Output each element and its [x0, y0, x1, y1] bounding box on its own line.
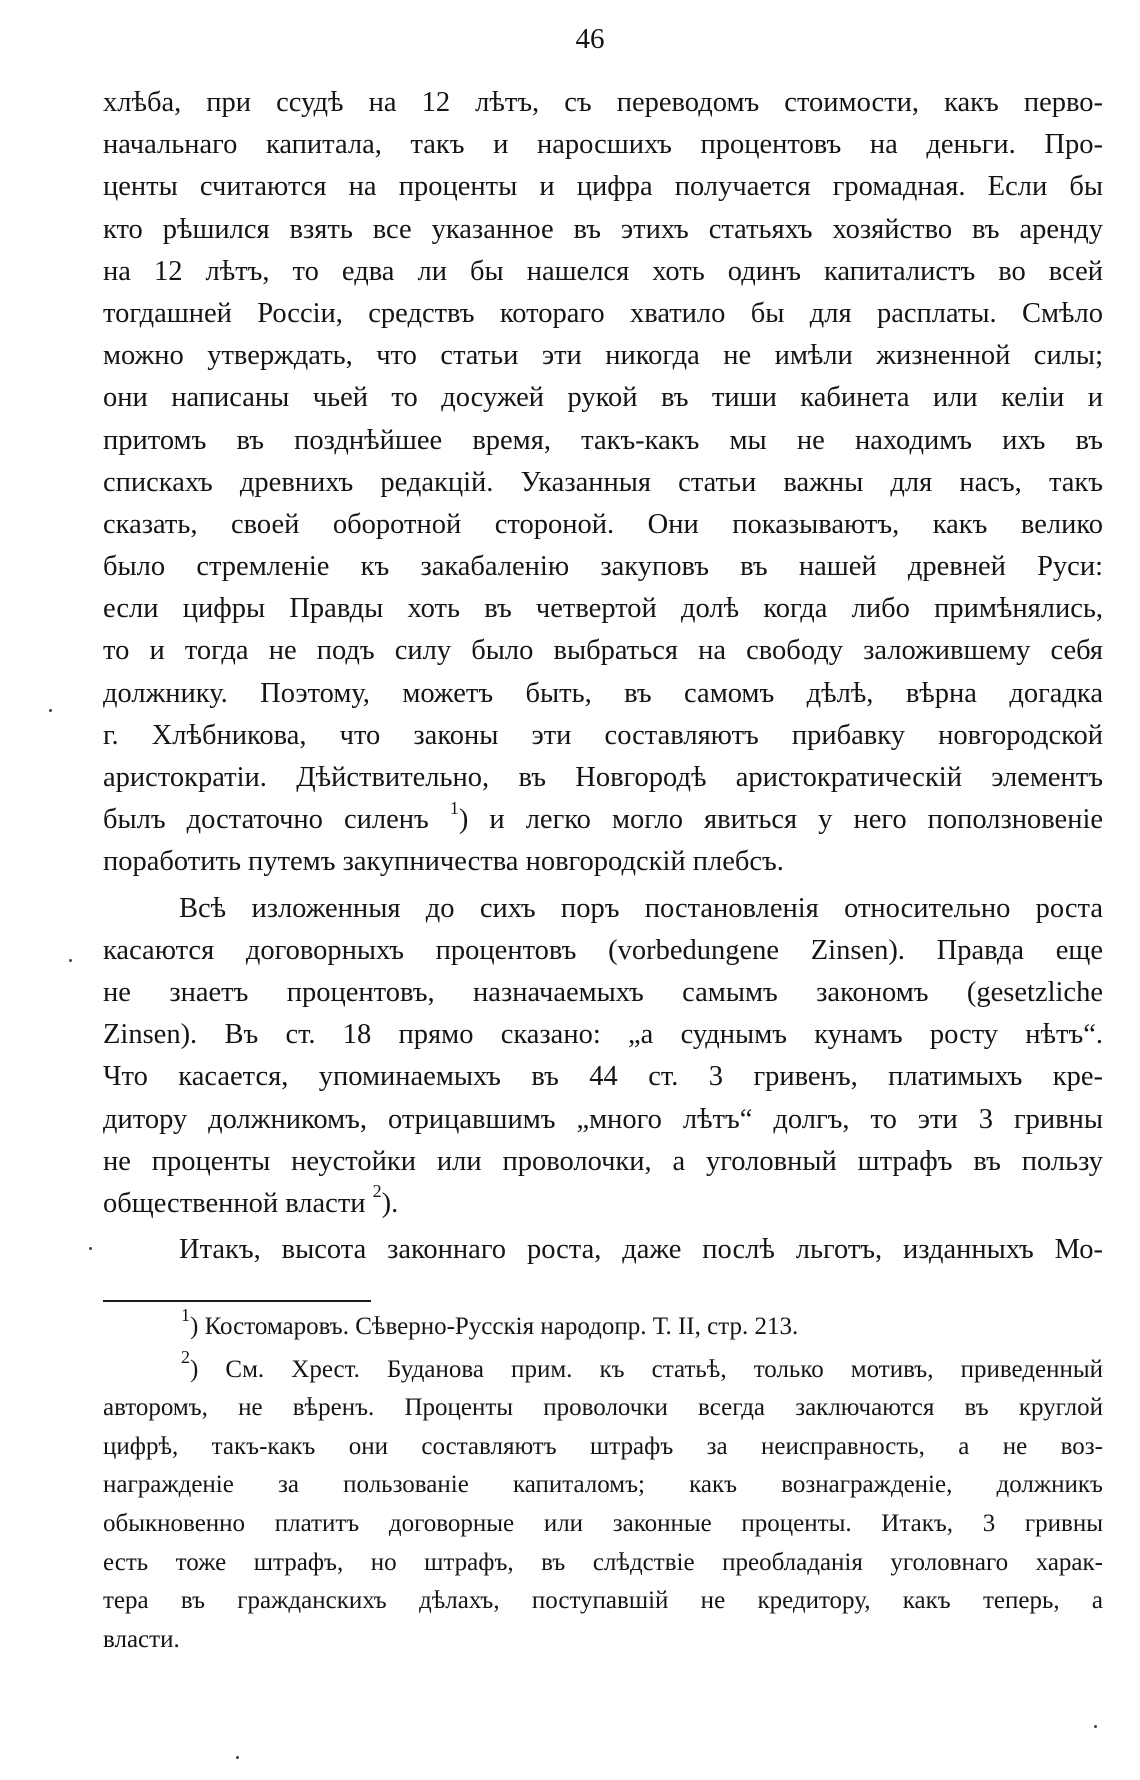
text-line: центы считаются на проценты и цифра получается громадная. Если бы [103, 171, 1103, 203]
footnote-line: авторомъ, не вѣренъ. Проценты проволочки всегда заключаются въ круглой [103, 1394, 1103, 1422]
text-line: не проценты неустойки или проволочки, а уголовный штрафъ въ пользу [103, 1145, 1103, 1177]
footnote-line [103, 1304, 1103, 1347]
paragraph-3 [103, 1229, 1103, 1271]
text-line: аристократіи. Дѣйствительно, въ Новгородѣ аристократическій элементъ [103, 762, 1103, 793]
footnote-line: обыкновенно платитъ договорные или законные проценты. Итакъ, 3 гривны [103, 1509, 1103, 1537]
text-line: сказать, своей оборотной стороной. Они показываютъ, какъ велико [103, 508, 1103, 540]
text-fragment: ) См. Хрест. Буданова прим. къ статьѣ, только мотивъ, приведенный [190, 1355, 1103, 1383]
footnote-line: власти. [103, 1625, 180, 1653]
text-line: хлѣба, при ссудѣ на 12 лѣтъ, съ переводомъ стоимости, какъ перво- [103, 87, 1103, 118]
text-line: можно утверждать, что статьи эти никогда не имѣли жизненной силы; [103, 340, 1103, 372]
text-line: они написаны чьей то досужей рукой въ тиши кабинета или келіи и [103, 382, 1103, 414]
text-line: Что касается, упоминаемыхъ въ 44 ст. 3 гривенъ, платимыхъ кре- [103, 1061, 1103, 1093]
footnote-line [103, 1347, 1103, 1390]
scan-speck [236, 1756, 239, 1759]
text-line: Zinsen). Въ ст. 18 прямо сказано: „а суднымъ кунамъ росту нѣтъ“. [103, 1019, 1103, 1051]
text-line: кто рѣшился взять все указанное въ этихъ статьяхъ хозяйство въ аренду [103, 213, 1103, 245]
text-line-with-footnote-ref [103, 799, 1103, 841]
text-line: было стремленіе къ закабаленію закуповъ въ нашей древней Руси: [103, 551, 1103, 583]
text-line: Всѣ изложенныя до сихъ поръ постановленія относительно роста [179, 892, 1103, 924]
footnote-2 [103, 1347, 1103, 1660]
text-line: не знаетъ процентовъ, назначаемыхъ самымъ закономъ (gesetzliche [103, 976, 1103, 1008]
text-line: Итакъ, высота законнаго роста, даже послѣ льготъ, изданныхъ Мо- [179, 1234, 1103, 1266]
scan-speck [1094, 1725, 1097, 1728]
footnote-1 [103, 1304, 1103, 1347]
paragraph-1 [103, 82, 1103, 884]
text-line: дитору должникомъ, отрицавшимъ „много лѣтъ“ долгъ, то эти 3 гривны [103, 1103, 1103, 1135]
main-text [103, 82, 1103, 1271]
text-line: тогдашней Россіи, средствъ котораго хватило бы для расплаты. Смѣло [103, 297, 1103, 329]
scan-speck [69, 959, 72, 962]
footnote-separator [103, 1300, 371, 1302]
footnote-marker: 2 [181, 1347, 190, 1368]
text-line: должнику. Поэтому, можетъ быть, въ самомъ дѣлѣ, вѣрна догадка [103, 677, 1103, 709]
text-fragment: ) и легко могло явиться у него поползновеніе [458, 804, 1104, 836]
text-fragment: ) Костомаровъ. Сѣверно-Русскія народопр. Т. II, стр. 213. [190, 1313, 799, 1340]
footnote-ref: 2 [372, 1181, 382, 1202]
paragraph-2 [103, 888, 1103, 1226]
text-fragment: былъ достаточно силенъ [103, 804, 429, 836]
text-line: притомъ въ позднѣйшее время, такъ-какъ мы не находимъ ихъ въ [103, 424, 1103, 456]
text-line: касаются договорныхъ процентовъ (vorbedungene Zinsen). Правда еще [103, 934, 1103, 966]
text-line: поработить путемъ закупничества новгородскій плебсъ. [103, 846, 784, 878]
page-number: 46 [575, 23, 605, 55]
footnote-marker: 1 [181, 1304, 190, 1325]
text-line-with-footnote-ref [103, 1183, 1103, 1225]
text-fragment: ). [381, 1187, 399, 1219]
footnotes [103, 1304, 1103, 1659]
footnote-line: цифрѣ, такъ-какъ они составляютъ штрафъ за неисправность, а не воз- [103, 1432, 1103, 1460]
text-line: начальнаго капитала, такъ и наросшихъ процентовъ на деньги. Про- [103, 129, 1103, 161]
footnote-line: награжденіе за пользованіе капиталомъ; какъ вознагражденіе, должникъ [103, 1471, 1103, 1499]
text-line: если цифры Правды хоть въ четвертой долѣ когда либо примѣнялись, [103, 593, 1103, 625]
scan-speck [89, 1247, 92, 1250]
text-line: на 12 лѣтъ, то едва ли бы нашелся хоть одинъ капиталистъ во всей [103, 255, 1103, 287]
text-line: спискахъ древнихъ редакцій. Указанныя статьи важны для насъ, такъ [103, 466, 1103, 498]
text-line: г. Хлѣбникова, что законы эти составляютъ прибавку новгородской [103, 719, 1103, 751]
footnote-line: тера въ гражданскихъ дѣлахъ, поступавшій не кредитору, какъ теперь, а [103, 1587, 1103, 1615]
text-line: то и тогда не подъ силу было выбраться на свободу заложившему себя [103, 635, 1103, 667]
footnote-ref: 1 [449, 797, 459, 818]
scan-speck [49, 709, 52, 712]
footnote-line: есть тоже штрафъ, но штрафъ, въ слѣдствіе преобладанія уголовнаго харак- [103, 1548, 1103, 1576]
text-fragment: общественной власти [103, 1187, 366, 1219]
